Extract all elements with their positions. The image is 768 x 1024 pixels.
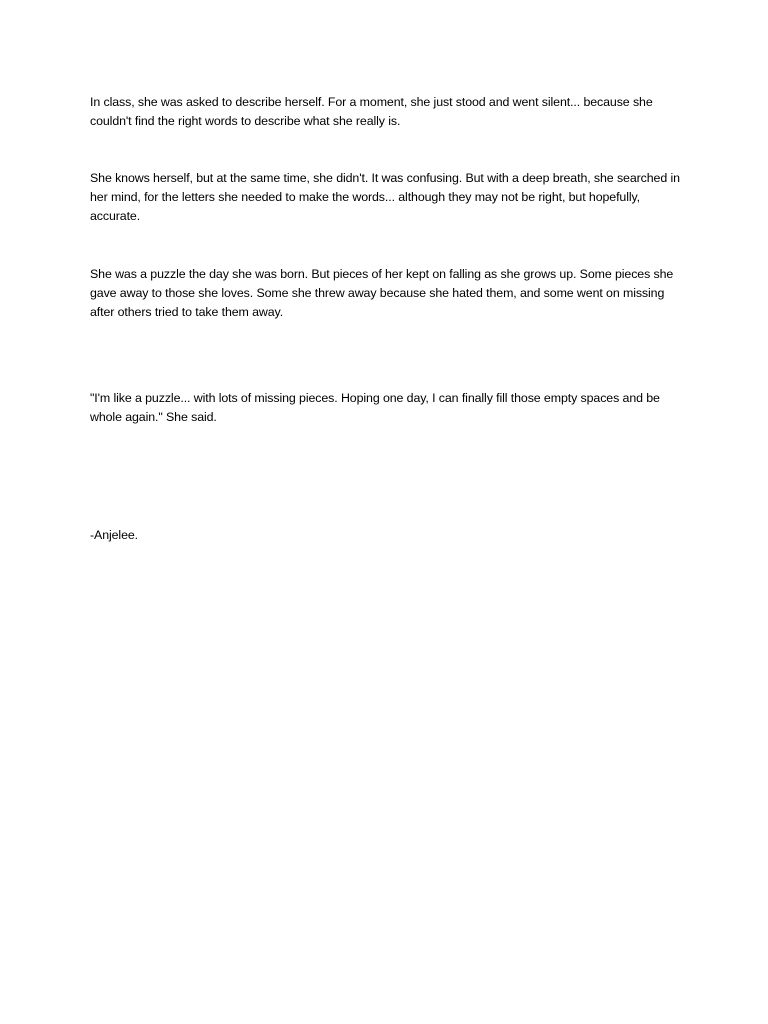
author-signature: -Anjelee. [90, 528, 139, 542]
paragraph-4-quote: "I'm like a puzzle... with lots of missing pieces. Hoping one day, I can finally fill those empty spaces and be whole again." She said. [90, 391, 660, 424]
paragraph-2: She knows herself, but at the same time, she didn't. It was confusing. But with a deep breath, she searched in her mind, for the letters she needed to make the words... although they may not be right, but hopefully, accurate. [90, 171, 680, 223]
paragraph-1: In class, she was asked to describe herself. For a moment, she just stood and went silent... because she couldn't find the right words to describe what she really is. [90, 95, 653, 128]
paragraph-3: She was a puzzle the day she was born. But pieces of her kept on falling as she grows up. Some pieces she gave away to those she loves. Some she threw away because she hated them, and some went on missing after others tried to take them away. [90, 267, 674, 319]
